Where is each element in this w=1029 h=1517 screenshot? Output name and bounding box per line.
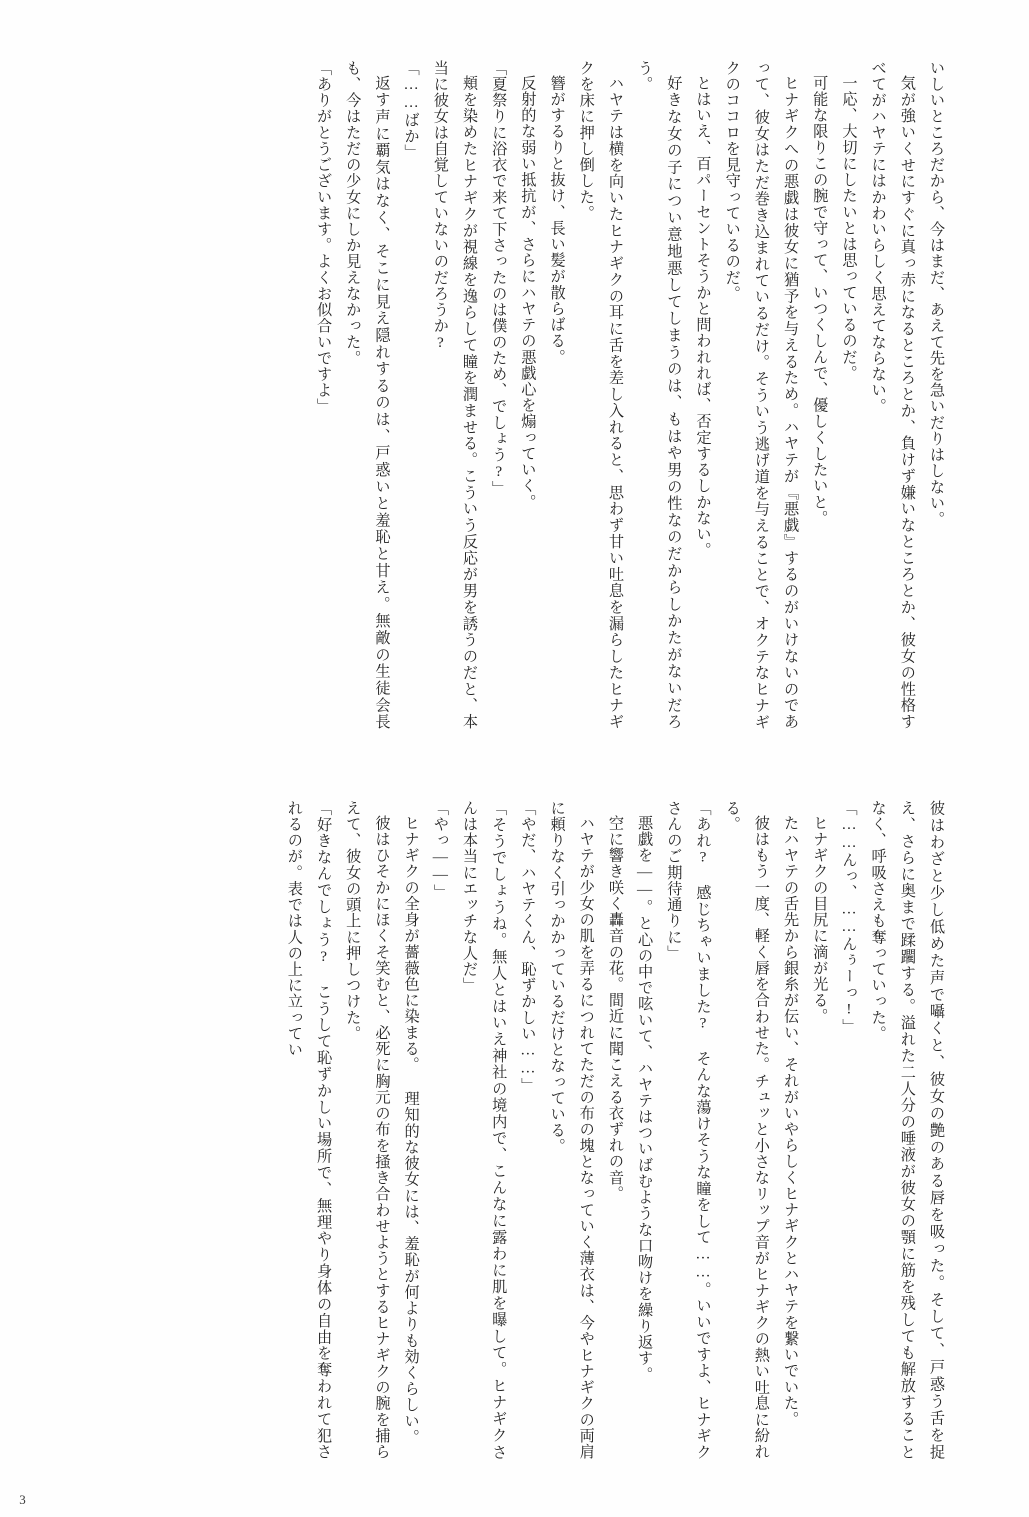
dialogue-line: 「そうでしょうね。無人とはいえ神社の境内で、こんなに露わに肌を曝して。ヒナギクさんは本当にエッチな人だ」 bbox=[461, 800, 508, 1460]
paragraph: とはいえ、百パーセントそうかと問われれば、否定するしかない。 bbox=[694, 75, 712, 559]
paragraph: 返す声に覇気はなく、そこに見え隠れするのは、戸惑いと羞恥と甘え。無敵の生徒会長も、今はただの少女にしか見えなかった。 bbox=[344, 60, 391, 730]
dialogue-line: 「……んっ、……んぅーっ!」 bbox=[840, 800, 858, 1035]
paragraph: 一応、大切にしたいとは思っているのだ。 bbox=[840, 75, 858, 382]
paragraph: ハヤテは横を向いたヒナギクの耳に舌を差し入れると、思わず甘い吐息を漏らしたヒナギクを床に押し倒した。 bbox=[577, 60, 624, 730]
text-block-bottom bbox=[81, 800, 951, 1460]
dialogue-line: 「夏祭りに浴衣で来て下さったのは僕のため、でしょう?」 bbox=[490, 60, 508, 497]
dialogue-line: 「好きなんでしょう? こうして恥ずかしい場所で、無理やり身体の自由を奪われて犯されるのが。表では人の上に立ってい bbox=[285, 800, 333, 1460]
paragraph: 彼はひそかにほくそ笑むと、必死に胸元の布を掻き合わせようとするヒナギクの腕を捕らえて、彼女の頭上に押しつけた。 bbox=[344, 800, 391, 1460]
dialogue-line: 「やっ——」 bbox=[431, 800, 449, 901]
paragraph: いしいところだから、今はまだ、あえて先を急いだりはしない。 bbox=[928, 60, 945, 528]
paragraph: 簪がするりと抜け、長い髪が散らばる。 bbox=[548, 75, 566, 366]
paragraph: ヒナギクの全身が薔薇色に染まる。 理知的な彼女には、羞恥が何よりも効くらしい。 bbox=[402, 815, 420, 1446]
text-block-top bbox=[236, 60, 951, 730]
paragraph: 彼はわざと少し低めた声で囁くと、彼女の艶のある唇を吸った。そして、戸惑う舌を捉え、さらに奥まで蹂躙する。溢れた二人分の唾液が彼女の顎に筋を残しても解放することなく、呼吸さえも奪っていった。 bbox=[869, 800, 945, 1460]
dialogue-line: 「……ばか」 bbox=[402, 60, 420, 161]
paragraph: ハヤテが少女の肌を弄るにつれてただの布の塊となっていく薄衣は、今やヒナギクの両肩に頼りなく引っかかっているだけとなっている。 bbox=[548, 800, 595, 1460]
paragraph: 彼はもう一度、軽く唇を合わせた。チュッと小さなリップ音がヒナギクの熱い吐息に紛れる。 bbox=[723, 800, 770, 1460]
paragraph: 好きな女の子につい意地悪してしまうのは、もはや男の性なのだからしかたがないだろう。 bbox=[636, 60, 683, 730]
paragraph: 反射的な弱い抵抗が、さらにハヤテの悪戯心を煽っていく。 bbox=[519, 75, 537, 511]
paragraph: 可能な限りこの腕で守って、いつくしんで、優しくしたいと。 bbox=[811, 75, 829, 527]
dialogue-line: 「やだ、ハヤテくん、恥ずかしい……」 bbox=[519, 800, 537, 1094]
dialogue-line: 「ありがとうございます。よくお似合いですよ」 bbox=[315, 60, 333, 415]
dialogue-line: 「あれ? 感じちゃいました? そんな蕩けそうな瞳をして……。いいですよ、ヒナギクさんのご期待通りに」 bbox=[665, 800, 712, 1460]
paragraph: 頬を染めたヒナギクが視線を逸らして瞳を潤ませる。こういう反応が男を誘うのだと、本当に彼女は自覚していないのだろうか? bbox=[431, 60, 478, 730]
paragraph: ヒナギクへの悪戯は彼女に猶予を与えるため。ハヤテが『悪戯』するのがいけないのであって、彼女はただ巻き込まれているだけ。そういう逃げ道を与えることで、オクテなヒナギクのココロを見守っているのだ。 bbox=[723, 60, 800, 730]
paragraph: 悪戯を——。と心の中で呟いて、ハヤテはついばむような口吻けを繰り返す。 bbox=[636, 815, 654, 1383]
paragraph: 空に響き咲く轟音の花。間近に聞こえる衣ずれの音。 bbox=[606, 815, 624, 1202]
paragraph: たハヤテの舌先から銀糸が伝い、それがいやらしくヒナギクとハヤテを繋いでいた。 bbox=[782, 815, 800, 1428]
paragraph: 気が強いくせにすぐに真っ赤になるところとか、負けず嫌いなところとか、彼女の性格すべてがハヤテにはかわいらしく思えてならない。 bbox=[869, 60, 916, 730]
page-number: 3 bbox=[15, 1492, 30, 1507]
paragraph: ヒナギクの目尻に滴が光る。 bbox=[811, 815, 829, 1025]
